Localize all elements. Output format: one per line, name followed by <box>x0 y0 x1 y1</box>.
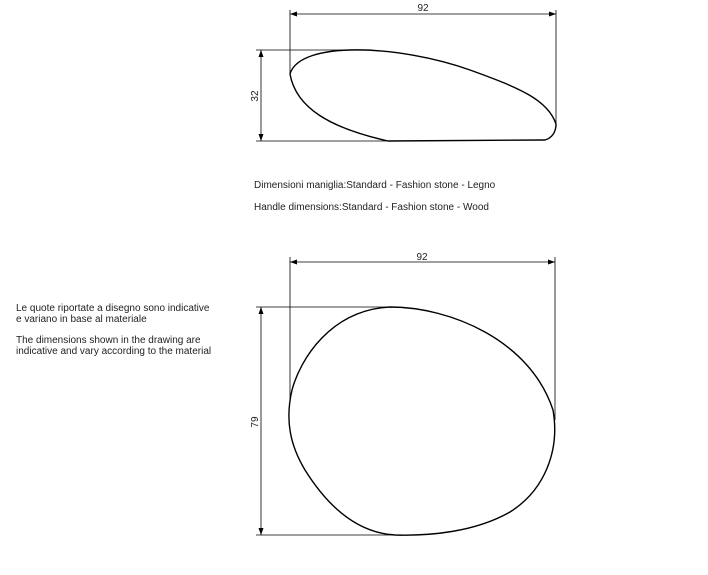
note-italian <box>16 303 246 325</box>
handle-side-profile <box>290 50 556 141</box>
note-english <box>16 335 246 357</box>
height-arrow-bottom <box>259 528 264 535</box>
caption-italian: Dimensioni maniglia:Standard - Fashion stone - Legno <box>254 180 496 191</box>
width-arrow-right <box>549 12 556 17</box>
width-arrow-left <box>290 12 297 17</box>
width-arrow-left <box>290 260 297 265</box>
height-arrow-top <box>259 50 264 57</box>
bottom-view <box>250 252 555 535</box>
height-arrow-top <box>259 307 264 314</box>
note-english-line-2: indicative and vary according to the material <box>16 346 212 357</box>
width-arrow-right <box>548 260 555 265</box>
height-arrow-bottom <box>259 134 264 141</box>
note-italian-line-2: e variano in base al materiale <box>16 314 147 325</box>
top-width-label: 92 <box>417 3 429 14</box>
note-italian-line-1: Le quote riportate a disegno sono indicative <box>16 303 210 314</box>
caption-english: Handle dimensions:Standard - Fashion stone - Wood <box>254 202 489 213</box>
top-height-label: 32 <box>250 90 261 102</box>
top-view <box>250 3 556 141</box>
handle-top-outline <box>289 307 555 535</box>
bottom-height-label: 79 <box>250 416 261 428</box>
bottom-width-label: 92 <box>416 252 428 263</box>
note-english-line-1: The dimensions shown in the drawing are <box>16 335 201 346</box>
